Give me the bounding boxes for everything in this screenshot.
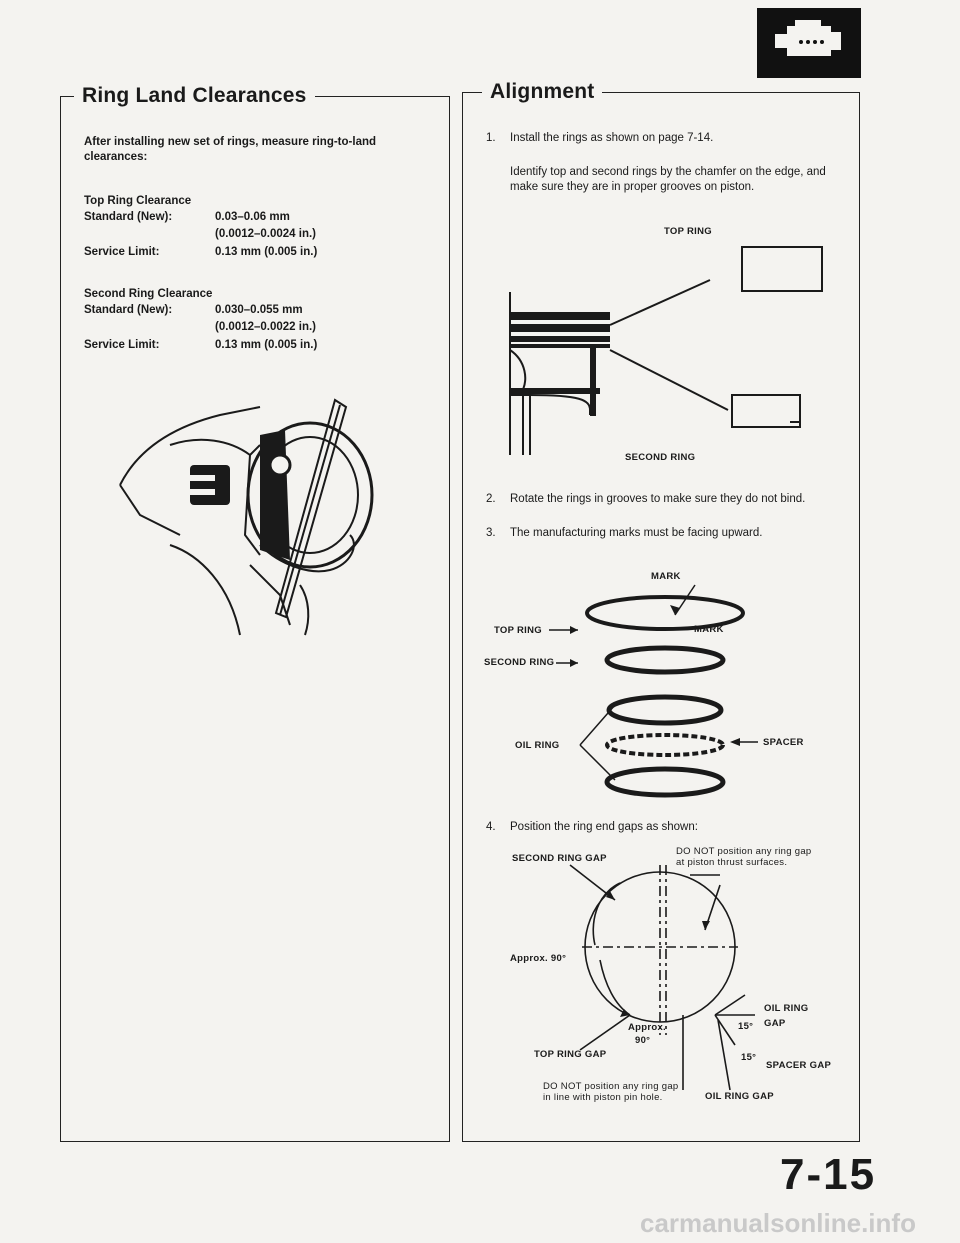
second-ring-standard-in: (0.0012–0.0022 in.) [215, 321, 317, 333]
step4-number: 4. [486, 821, 496, 833]
top-ring-standard-mm: 0.03–0.06 mm [215, 211, 290, 223]
fig3-approx90-left: Approx. 90° [510, 953, 567, 964]
fig2-second-ring-label: SECOND RING [484, 657, 555, 668]
left-intro: After installing new set of rings, measure ring-to-land clearances: [84, 136, 377, 163]
step1-number: 1. [486, 132, 496, 144]
fig2-mark-second: MARK [694, 624, 724, 635]
fig3-oil-ring-gap-top-2: GAP [764, 1018, 786, 1029]
ring-marks-diagram [500, 570, 820, 810]
fig2-top-ring-label: TOP RING [494, 625, 542, 636]
step2-text: Rotate the rings in grooves to make sure they do not bind. [510, 493, 806, 505]
top-ring-limit: 0.13 mm (0.005 in.) [215, 246, 318, 258]
step2-number: 2. [486, 493, 496, 505]
fig3-oil-ring-gap-top: OIL RING [764, 1003, 809, 1014]
step1-note: Identify top and second rings by the chamfer on the edge, and make sure they are in proper grooves on piston. [510, 166, 826, 193]
fig3-approx-bottom: Approx. [628, 1022, 666, 1033]
feeler-gauge-illustration [110, 385, 410, 645]
second-ring-standard-mm: 0.030–0.055 mm [215, 304, 303, 316]
top-ring-limit-label: Service Limit: [84, 246, 160, 258]
second-ring-standard-label: Standard (New): [84, 304, 173, 316]
step1-text: Install the rings as shown on page 7-14. [510, 132, 714, 144]
fig3-oil-ring-gap-bottom: OIL RING GAP [705, 1091, 774, 1102]
top-ring-standard-in: (0.0012–0.0024 in.) [215, 228, 317, 240]
top-ring-heading: Top Ring Clearance [84, 195, 192, 207]
top-ring-standard-label: Standard (New): [84, 211, 173, 223]
fig3-second-ring-gap: SECOND RING GAP [512, 853, 607, 864]
left-section-title: Ring Land Clearances [74, 84, 315, 108]
engine-section-icon [757, 8, 861, 78]
fig2-spacer-label: SPACER [763, 737, 804, 748]
fig1-second-ring-label: SECOND RING [625, 452, 696, 463]
fig1-top-ring-label: TOP RING [664, 226, 712, 237]
fig3-do-not-pin: DO NOT position any ring gap in line with piston pin hole. [543, 1081, 679, 1103]
second-ring-limit: 0.13 mm (0.005 in.) [215, 339, 318, 351]
piston-ring-chamfer-diagram [500, 240, 840, 460]
second-ring-limit-label: Service Limit: [84, 339, 160, 351]
right-section-title: Alignment [482, 80, 602, 104]
fig3-top-ring-gap: TOP RING GAP [534, 1049, 607, 1060]
step3-text: The manufacturing marks must be facing upward. [510, 527, 763, 539]
fig3-15deg-b: 15° [741, 1052, 757, 1063]
step4-text: Position the ring end gaps as shown: [510, 821, 698, 833]
fig3-do-not-thrust: DO NOT position any ring gap at piston thrust surfaces. [676, 846, 812, 868]
step3-number: 3. [486, 527, 496, 539]
watermark: carmanualsonline.info [640, 1208, 916, 1238]
fig3-90-bottom: 90° [635, 1035, 651, 1046]
page-number: 7-15 [780, 1150, 877, 1199]
fig2-oil-ring-label: OIL RING [515, 740, 560, 751]
fig3-spacer-gap: SPACER GAP [766, 1060, 832, 1071]
second-ring-heading: Second Ring Clearance [84, 288, 213, 300]
fig2-mark-top: MARK [651, 571, 681, 582]
fig3-15deg-a: 15° [738, 1021, 754, 1032]
